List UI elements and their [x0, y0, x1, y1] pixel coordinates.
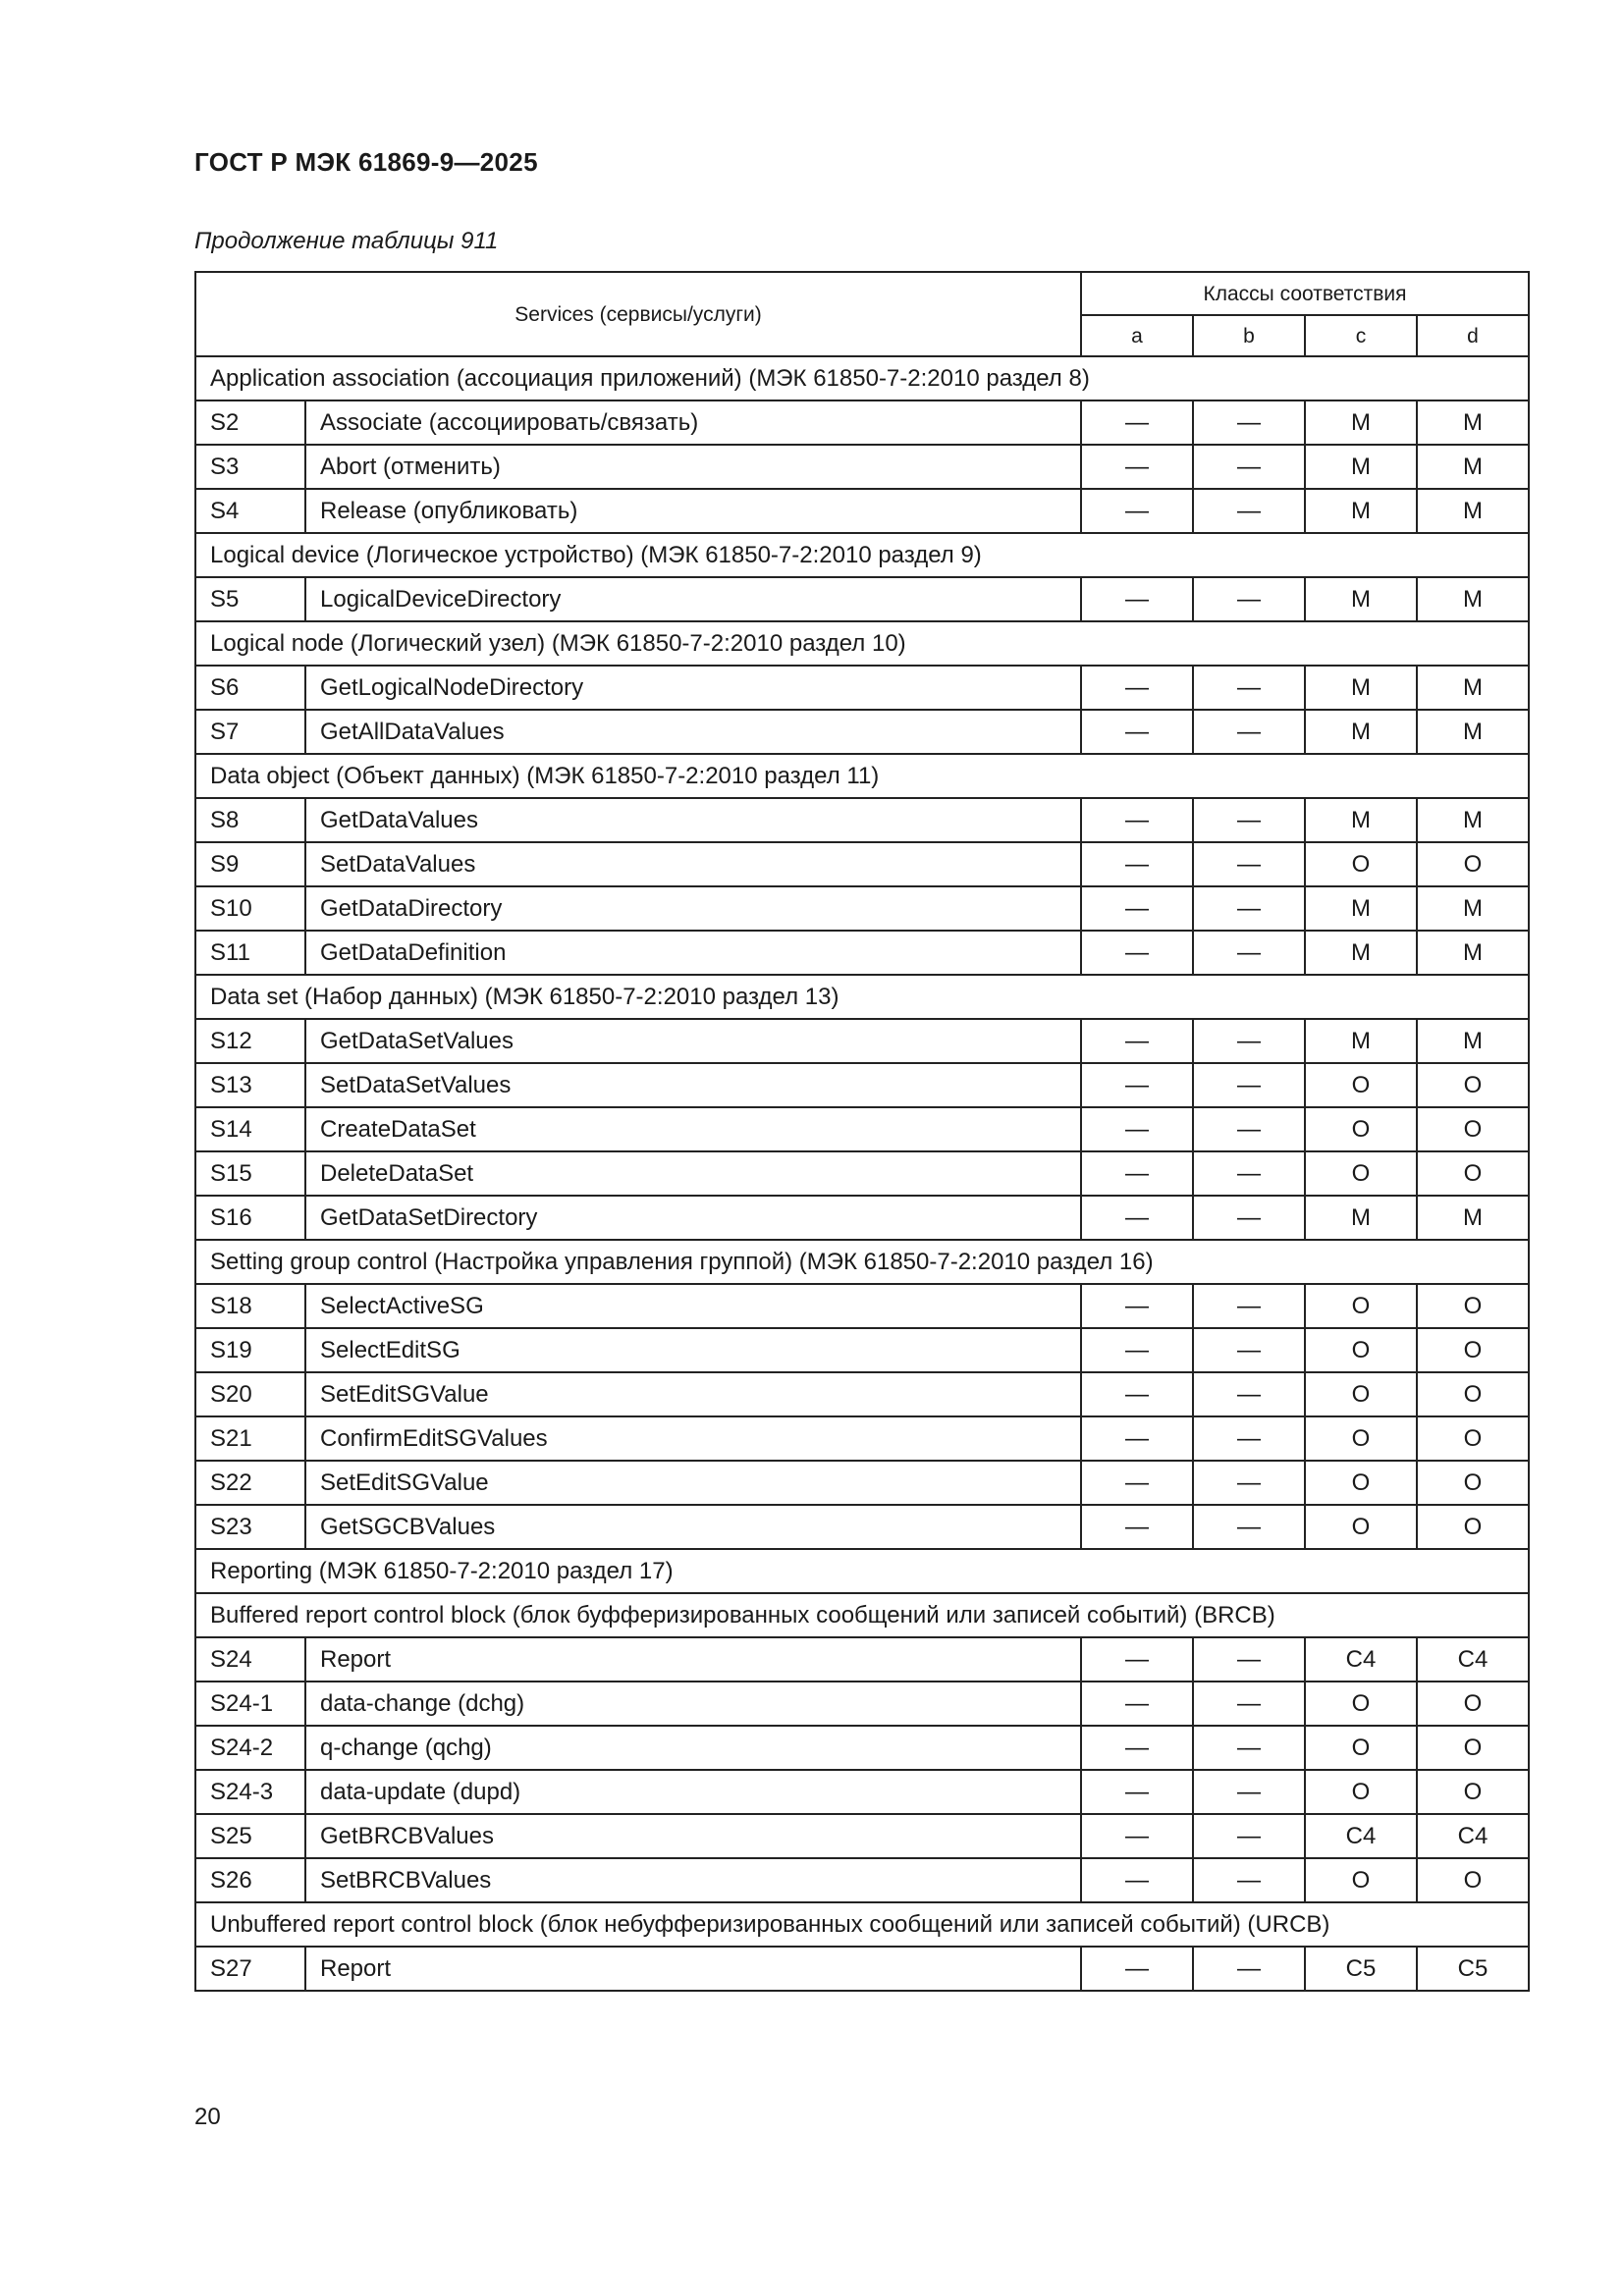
class-c-value: O: [1305, 1151, 1417, 1196]
class-a-value: —: [1081, 1770, 1193, 1814]
section-title: Logical device (Логическое устройство) (МЭК 61850-7-2:2010 раздел 9): [195, 533, 1529, 577]
service-row: [195, 886, 1529, 931]
document-header: ГОСТ Р МЭК 61869-9—2025: [194, 147, 538, 177]
service-name: data-update (dupd): [305, 1770, 1081, 1814]
service-name: ConfirmEditSGValues: [305, 1416, 1081, 1461]
class-a-value: —: [1081, 1461, 1193, 1505]
class-b-value: —: [1193, 1770, 1305, 1814]
service-id: S8: [195, 798, 305, 842]
class-b-value: —: [1193, 400, 1305, 445]
class-c-value: M: [1305, 1196, 1417, 1240]
class-d-value: O: [1417, 1505, 1529, 1549]
service-id: S25: [195, 1814, 305, 1858]
service-id: S5: [195, 577, 305, 621]
class-b-value: —: [1193, 1682, 1305, 1726]
class-a-value: —: [1081, 577, 1193, 621]
class-a-value: —: [1081, 445, 1193, 489]
table-header-row: [195, 272, 1529, 315]
class-d-value: O: [1417, 1682, 1529, 1726]
class-c-value: M: [1305, 489, 1417, 533]
service-id: S22: [195, 1461, 305, 1505]
class-a-value: —: [1081, 1637, 1193, 1682]
class-b-value: —: [1193, 1858, 1305, 1902]
class-a-value: —: [1081, 1726, 1193, 1770]
section-row: [195, 1549, 1529, 1593]
service-row: [195, 1637, 1529, 1682]
class-a-value: —: [1081, 1151, 1193, 1196]
class-b-value: —: [1193, 842, 1305, 886]
table-caption: Продолжение таблицы 911: [194, 228, 499, 254]
service-name: GetDataSetDirectory: [305, 1196, 1081, 1240]
class-column-b: b: [1193, 315, 1305, 356]
class-d-value: O: [1417, 1416, 1529, 1461]
service-name: GetDataDirectory: [305, 886, 1081, 931]
service-name: DeleteDataSet: [305, 1151, 1081, 1196]
class-a-value: —: [1081, 1814, 1193, 1858]
service-id: S21: [195, 1416, 305, 1461]
service-row: [195, 842, 1529, 886]
class-b-value: —: [1193, 666, 1305, 710]
class-d-value: O: [1417, 1770, 1529, 1814]
service-id: S15: [195, 1151, 305, 1196]
class-a-value: —: [1081, 798, 1193, 842]
service-row: [195, 577, 1529, 621]
class-c-value: M: [1305, 577, 1417, 621]
class-c-value: O: [1305, 1063, 1417, 1107]
class-c-value: M: [1305, 400, 1417, 445]
class-c-value: O: [1305, 1372, 1417, 1416]
service-name: Release (опубликовать): [305, 489, 1081, 533]
class-d-value: M: [1417, 798, 1529, 842]
section-row: [195, 356, 1529, 400]
service-row: [195, 445, 1529, 489]
service-id: S3: [195, 445, 305, 489]
service-name: Report: [305, 1947, 1081, 1991]
class-b-value: —: [1193, 1019, 1305, 1063]
class-d-value: O: [1417, 1151, 1529, 1196]
service-name: GetDataDefinition: [305, 931, 1081, 975]
class-c-value: M: [1305, 931, 1417, 975]
class-c-value: O: [1305, 1416, 1417, 1461]
service-name: LogicalDeviceDirectory: [305, 577, 1081, 621]
class-d-value: O: [1417, 1063, 1529, 1107]
section-title: Setting group control (Настройка управления группой) (МЭК 61850-7-2:2010 раздел 16): [195, 1240, 1529, 1284]
service-name: SetEditSGValue: [305, 1461, 1081, 1505]
service-row: [195, 1682, 1529, 1726]
class-b-value: —: [1193, 1328, 1305, 1372]
service-name: SetDataValues: [305, 842, 1081, 886]
class-a-value: —: [1081, 1019, 1193, 1063]
service-row: [195, 1505, 1529, 1549]
service-id: S2: [195, 400, 305, 445]
class-column-d: d: [1417, 315, 1529, 356]
class-d-value: O: [1417, 1461, 1529, 1505]
service-row: [195, 710, 1529, 754]
service-name: SelectEditSG: [305, 1328, 1081, 1372]
class-b-value: —: [1193, 1107, 1305, 1151]
section-title: Data object (Объект данных) (МЭК 61850-7-2:2010 раздел 11): [195, 754, 1529, 798]
service-id: S23: [195, 1505, 305, 1549]
service-id: S13: [195, 1063, 305, 1107]
class-c-value: M: [1305, 710, 1417, 754]
service-name: Associate (ассоциировать/связать): [305, 400, 1081, 445]
class-d-value: M: [1417, 445, 1529, 489]
service-row: [195, 1814, 1529, 1858]
service-id: S10: [195, 886, 305, 931]
class-b-value: —: [1193, 1063, 1305, 1107]
section-title: Buffered report control block (блок буфферизированных сообщений или записей событий) (BRCB): [195, 1593, 1529, 1637]
service-id: S24: [195, 1637, 305, 1682]
class-c-value: M: [1305, 445, 1417, 489]
service-id: S20: [195, 1372, 305, 1416]
service-id: S6: [195, 666, 305, 710]
class-c-value: O: [1305, 1770, 1417, 1814]
class-b-value: —: [1193, 1726, 1305, 1770]
class-c-value: M: [1305, 666, 1417, 710]
class-b-value: —: [1193, 1284, 1305, 1328]
class-c-value: M: [1305, 798, 1417, 842]
service-row: [195, 1328, 1529, 1372]
class-a-value: —: [1081, 1107, 1193, 1151]
service-row: [195, 400, 1529, 445]
class-d-value: M: [1417, 577, 1529, 621]
class-a-value: —: [1081, 1682, 1193, 1726]
class-a-value: —: [1081, 1328, 1193, 1372]
service-id: S12: [195, 1019, 305, 1063]
class-b-value: —: [1193, 1461, 1305, 1505]
service-name: Report: [305, 1637, 1081, 1682]
service-id: S16: [195, 1196, 305, 1240]
class-c-value: O: [1305, 1284, 1417, 1328]
class-d-value: M: [1417, 400, 1529, 445]
section-row: [195, 1240, 1529, 1284]
class-d-value: M: [1417, 710, 1529, 754]
service-row: [195, 1461, 1529, 1505]
class-d-value: O: [1417, 1726, 1529, 1770]
class-d-value: M: [1417, 886, 1529, 931]
class-b-value: —: [1193, 1814, 1305, 1858]
class-c-value: O: [1305, 1107, 1417, 1151]
class-c-value: C4: [1305, 1637, 1417, 1682]
service-row: [195, 489, 1529, 533]
service-name: SetEditSGValue: [305, 1372, 1081, 1416]
service-row: [195, 1372, 1529, 1416]
section-title: Unbuffered report control block (блок небуфферизированных сообщений или записей событий) (URCB): [195, 1902, 1529, 1947]
section-title: Data set (Набор данных) (МЭК 61850-7-2:2010 раздел 13): [195, 975, 1529, 1019]
conformance-table: [194, 271, 1530, 1992]
class-b-value: —: [1193, 577, 1305, 621]
section-title: Logical node (Логический узел) (МЭК 61850-7-2:2010 раздел 10): [195, 621, 1529, 666]
page-number: 20: [194, 2104, 221, 2130]
class-d-value: O: [1417, 1284, 1529, 1328]
service-name: GetDataSetValues: [305, 1019, 1081, 1063]
service-row: [195, 1019, 1529, 1063]
class-b-value: —: [1193, 931, 1305, 975]
service-row: [195, 931, 1529, 975]
service-name: SetDataSetValues: [305, 1063, 1081, 1107]
class-a-value: —: [1081, 710, 1193, 754]
class-d-value: M: [1417, 1019, 1529, 1063]
class-a-value: —: [1081, 1858, 1193, 1902]
class-d-value: M: [1417, 489, 1529, 533]
class-c-value: O: [1305, 1858, 1417, 1902]
service-id: S18: [195, 1284, 305, 1328]
service-row: [195, 1416, 1529, 1461]
service-row: [195, 1063, 1529, 1107]
class-a-value: —: [1081, 931, 1193, 975]
class-a-value: —: [1081, 1196, 1193, 1240]
class-b-value: —: [1193, 489, 1305, 533]
section-row: [195, 1902, 1529, 1947]
service-row: [195, 1726, 1529, 1770]
class-d-value: C4: [1417, 1814, 1529, 1858]
class-column-c: c: [1305, 315, 1417, 356]
class-d-value: O: [1417, 842, 1529, 886]
service-row: [195, 1196, 1529, 1240]
service-row: [195, 1770, 1529, 1814]
service-id: S24-2: [195, 1726, 305, 1770]
class-c-value: C4: [1305, 1814, 1417, 1858]
class-c-value: O: [1305, 1461, 1417, 1505]
service-name: data-change (dchg): [305, 1682, 1081, 1726]
service-id: S14: [195, 1107, 305, 1151]
class-d-value: M: [1417, 666, 1529, 710]
class-a-value: —: [1081, 489, 1193, 533]
class-c-value: M: [1305, 1019, 1417, 1063]
section-row: [195, 975, 1529, 1019]
class-a-value: —: [1081, 886, 1193, 931]
class-c-value: O: [1305, 842, 1417, 886]
service-row: [195, 1284, 1529, 1328]
section-row: [195, 621, 1529, 666]
class-b-value: —: [1193, 1416, 1305, 1461]
class-d-value: O: [1417, 1328, 1529, 1372]
class-a-value: —: [1081, 1947, 1193, 1991]
service-id: S19: [195, 1328, 305, 1372]
classes-header: Классы соответствия: [1081, 272, 1529, 315]
class-b-value: —: [1193, 1637, 1305, 1682]
service-id: S7: [195, 710, 305, 754]
section-title: Application association (ассоциация приложений) (МЭК 61850-7-2:2010 раздел 8): [195, 356, 1529, 400]
service-name: GetLogicalNodeDirectory: [305, 666, 1081, 710]
class-c-value: O: [1305, 1726, 1417, 1770]
service-id: S11: [195, 931, 305, 975]
class-c-value: C5: [1305, 1947, 1417, 1991]
section-title: Reporting (МЭК 61850-7-2:2010 раздел 17): [195, 1549, 1529, 1593]
class-b-value: —: [1193, 1196, 1305, 1240]
service-name: q-change (qchg): [305, 1726, 1081, 1770]
service-row: [195, 1947, 1529, 1991]
class-a-value: —: [1081, 666, 1193, 710]
class-b-value: —: [1193, 886, 1305, 931]
class-c-value: O: [1305, 1682, 1417, 1726]
class-a-value: —: [1081, 842, 1193, 886]
section-row: [195, 533, 1529, 577]
class-d-value: O: [1417, 1858, 1529, 1902]
service-name: GetAllDataValues: [305, 710, 1081, 754]
class-b-value: —: [1193, 1151, 1305, 1196]
service-id: S9: [195, 842, 305, 886]
service-row: [195, 1151, 1529, 1196]
class-c-value: M: [1305, 886, 1417, 931]
class-d-value: M: [1417, 1196, 1529, 1240]
class-column-a: a: [1081, 315, 1193, 356]
class-d-value: C5: [1417, 1947, 1529, 1991]
class-a-value: —: [1081, 1284, 1193, 1328]
class-b-value: —: [1193, 1947, 1305, 1991]
service-row: [195, 1107, 1529, 1151]
service-id: S24-1: [195, 1682, 305, 1726]
service-name: Abort (отменить): [305, 445, 1081, 489]
service-id: S26: [195, 1858, 305, 1902]
class-d-value: O: [1417, 1372, 1529, 1416]
service-name: SelectActiveSG: [305, 1284, 1081, 1328]
class-b-value: —: [1193, 710, 1305, 754]
services-header: Services (сервисы/услуги): [195, 272, 1081, 356]
class-a-value: —: [1081, 1372, 1193, 1416]
service-name: GetBRCBValues: [305, 1814, 1081, 1858]
service-id: S4: [195, 489, 305, 533]
class-a-value: —: [1081, 1416, 1193, 1461]
class-b-value: —: [1193, 1372, 1305, 1416]
service-id: S27: [195, 1947, 305, 1991]
class-a-value: —: [1081, 1063, 1193, 1107]
service-name: GetSGCBValues: [305, 1505, 1081, 1549]
service-name: GetDataValues: [305, 798, 1081, 842]
class-b-value: —: [1193, 798, 1305, 842]
service-row: [195, 666, 1529, 710]
class-a-value: —: [1081, 1505, 1193, 1549]
class-c-value: O: [1305, 1505, 1417, 1549]
class-a-value: —: [1081, 400, 1193, 445]
service-row: [195, 798, 1529, 842]
service-id: S24-3: [195, 1770, 305, 1814]
section-row: [195, 1593, 1529, 1637]
class-b-value: —: [1193, 445, 1305, 489]
class-d-value: C4: [1417, 1637, 1529, 1682]
service-name: SetBRCBValues: [305, 1858, 1081, 1902]
class-d-value: M: [1417, 931, 1529, 975]
class-b-value: —: [1193, 1505, 1305, 1549]
class-c-value: O: [1305, 1328, 1417, 1372]
section-row: [195, 754, 1529, 798]
class-d-value: O: [1417, 1107, 1529, 1151]
service-name: CreateDataSet: [305, 1107, 1081, 1151]
service-row: [195, 1858, 1529, 1902]
